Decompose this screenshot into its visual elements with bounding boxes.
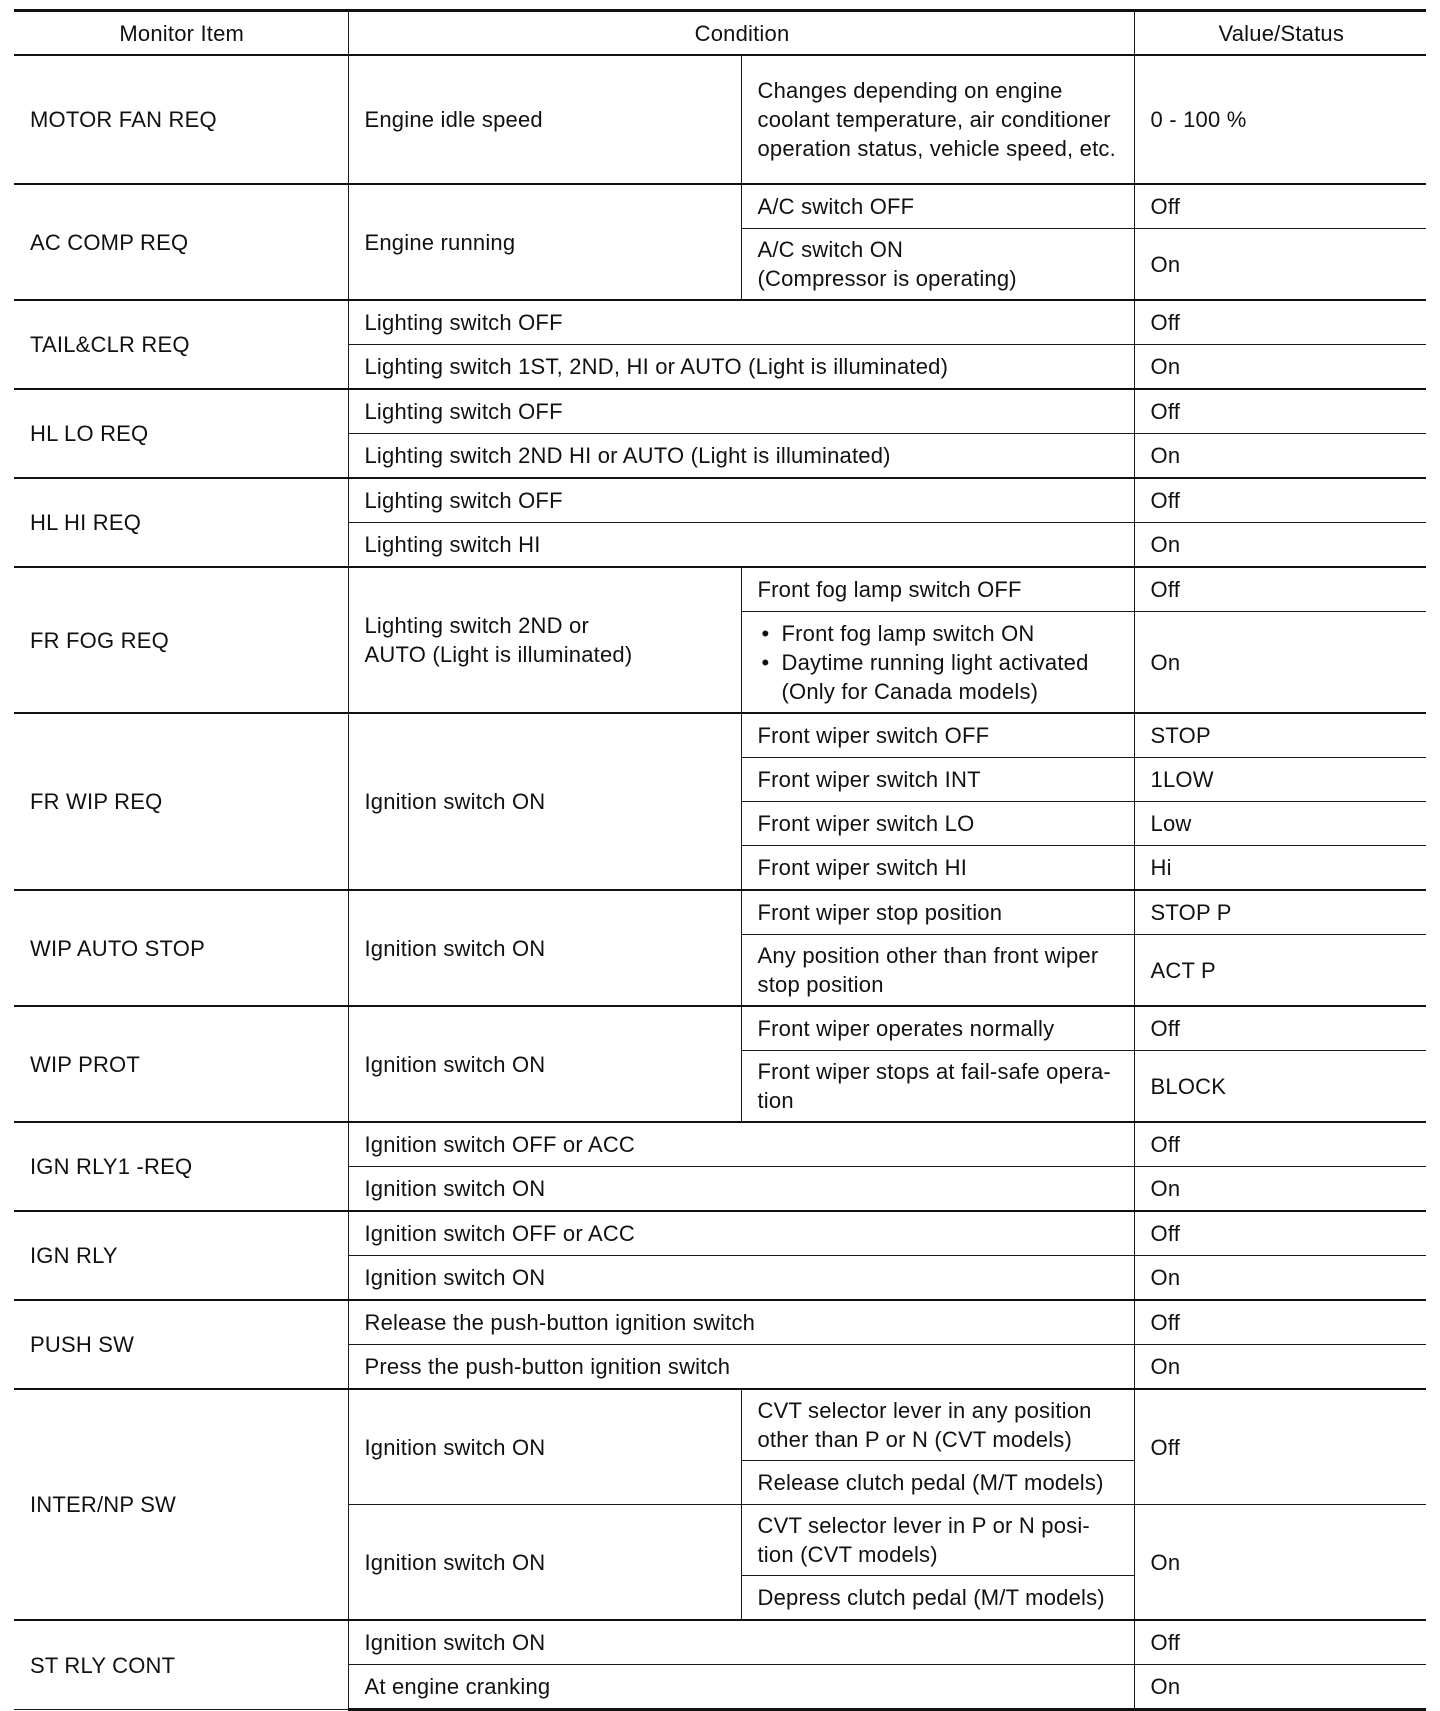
condition-cell: Lighting switch OFF [348,389,1134,434]
monitor-item-cell: HL HI REQ [14,478,348,567]
condition-cell: At engine cranking [348,1665,1134,1710]
table-row [14,713,1426,758]
value-cell: Off [1134,300,1426,345]
monitor-item-cell: AC COMP REQ [14,184,348,300]
table-row [14,389,1426,434]
condition-cell: Lighting switch HI [348,523,1134,568]
monitor-item-cell: WIP AUTO STOP [14,890,348,1006]
table-row [14,55,1426,184]
value-cell: On [1134,1345,1426,1390]
bullet-line: • Daytime running light activated [781,649,1089,675]
condition-cell: Lighting switch 1ST, 2ND, HI or AUTO (Light is illuminated) [348,345,1134,390]
monitor-item-cell: FR FOG REQ [14,567,348,713]
sub-condition-cell: CVT selector lever in P or N posi-tion (CVT models) [741,1505,1134,1576]
sub-condition-cell: Release clutch pedal (M/T models) [741,1461,1134,1505]
header-monitor-item: Monitor Item [14,11,348,56]
monitor-item-cell: INTER/NP SW [14,1389,348,1620]
sub-condition-cell: Front wiper switch INT [741,758,1134,802]
monitor-item-cell: HL LO REQ [14,389,348,478]
value-cell: STOP P [1134,890,1426,935]
condition-cell: Ignition switch ON [348,1389,741,1505]
sub-condition-cell: Front wiper stop position [741,890,1134,935]
sub-condition-line: (Compressor is operating) [757,266,1017,291]
condition-cell: Lighting switch OFF [348,300,1134,345]
condition-cell: Press the push-button ignition switch [348,1345,1134,1390]
condition-cell: Ignition switch ON [348,1256,1134,1301]
table-row [14,300,1426,345]
table-row [14,184,1426,229]
sub-condition-cell: Front wiper switch OFF [741,713,1134,758]
sub-condition-cell: Depress clutch pedal (M/T models) [741,1576,1134,1621]
sub-condition-cell: Front wiper switch HI [741,846,1134,891]
value-cell: Off [1134,1620,1426,1665]
condition-cell: Lighting switch OFF [348,478,1134,523]
value-cell: Off [1134,1389,1426,1505]
monitor-item-cell: FR WIP REQ [14,713,348,890]
value-cell: On [1134,1665,1426,1710]
value-cell: Off [1134,1211,1426,1256]
value-cell: On [1134,1256,1426,1301]
table-row [14,567,1426,612]
table-row [14,1211,1426,1256]
condition-cell: Ignition switch ON [348,1167,1134,1212]
sub-condition-cell: Front wiper switch LO [741,802,1134,846]
condition-cell: Ignition switch ON [348,713,741,890]
monitor-item-sheet [14,9,1426,1711]
condition-line: Lighting switch 2ND or [364,613,589,638]
bullet-item: • Front fog lamp switch ON [758,619,1120,648]
condition-cell: Ignition switch ON [348,1505,741,1621]
header-condition: Condition [348,11,1134,56]
table-row [14,1122,1426,1167]
table-row [14,478,1426,523]
sub-condition-cell: CVT selector lever in any position other than P or N (CVT models) [741,1389,1134,1461]
sub-condition-line: A/C switch ON [757,237,904,262]
condition-cell: Ignition switch OFF or ACC [348,1211,1134,1256]
table-row [14,1620,1426,1665]
value-cell: Off [1134,184,1426,229]
value-cell: On [1134,229,1426,301]
sub-condition-cell: Front wiper stops at fail-safe opera-tion [741,1051,1134,1123]
bullet-item [758,648,1120,706]
condition-cell: Ignition switch ON [348,1620,1134,1665]
value-cell: On [1134,612,1426,714]
condition-cell: Engine running [348,184,741,300]
value-cell: 1LOW [1134,758,1426,802]
value-cell: ACT P [1134,935,1426,1007]
sub-condition-cell: Front fog lamp switch OFF [741,567,1134,612]
sub-condition-cell [741,229,1134,301]
monitor-item-cell: IGN RLY1 -REQ [14,1122,348,1211]
monitor-item-cell: PUSH SW [14,1300,348,1389]
value-cell: On [1134,345,1426,390]
condition-cell: Engine idle speed [348,55,741,184]
table-header-row [14,11,1426,56]
monitor-item-table [14,9,1426,1711]
sub-condition-cell: Any position other than front wiper stop position [741,935,1134,1007]
value-cell: 0 - 100 % [1134,55,1426,184]
monitor-item-cell: TAIL&CLR REQ [14,300,348,389]
table-row [14,1300,1426,1345]
monitor-item-cell: ST RLY CONT [14,1620,348,1710]
value-cell: Off [1134,389,1426,434]
table-row [14,1389,1426,1461]
sub-condition-cell: A/C switch OFF [741,184,1134,229]
condition-cell: Ignition switch OFF or ACC [348,1122,1134,1167]
condition-line: AUTO (Light is illuminated) [364,642,633,667]
value-cell: On [1134,1505,1426,1621]
sub-condition-cell: Front wiper operates normally [741,1006,1134,1051]
condition-cell: Lighting switch 2ND HI or AUTO (Light is illuminated) [348,434,1134,479]
header-value-status: Value/Status [1134,11,1426,56]
monitor-item-cell: MOTOR FAN REQ [14,55,348,184]
table-row [14,1006,1426,1051]
sub-condition-cell: Changes depending on engine coolant temperature, air conditioner operation status, vehicle speed, etc. [741,55,1134,184]
table-row [14,890,1426,935]
value-cell: On [1134,434,1426,479]
monitor-item-cell: IGN RLY [14,1211,348,1300]
value-cell: STOP [1134,713,1426,758]
value-cell: Off [1134,478,1426,523]
value-cell: Off [1134,1122,1426,1167]
value-cell: Off [1134,567,1426,612]
value-cell: BLOCK [1134,1051,1426,1123]
condition-cell: Ignition switch ON [348,890,741,1006]
condition-cell [348,567,741,713]
condition-cell: Ignition switch ON [348,1006,741,1122]
value-cell: On [1134,1167,1426,1212]
condition-cell: Release the push-button ignition switch [348,1300,1134,1345]
sub-condition-cell [741,612,1134,714]
bullet-list [758,619,1120,706]
value-cell: Off [1134,1300,1426,1345]
monitor-item-cell: WIP PROT [14,1006,348,1122]
value-cell: Hi [1134,846,1426,891]
value-cell: Low [1134,802,1426,846]
value-cell: On [1134,523,1426,568]
bullet-line: (Only for Canada models) [781,678,1039,704]
value-cell: Off [1134,1006,1426,1051]
